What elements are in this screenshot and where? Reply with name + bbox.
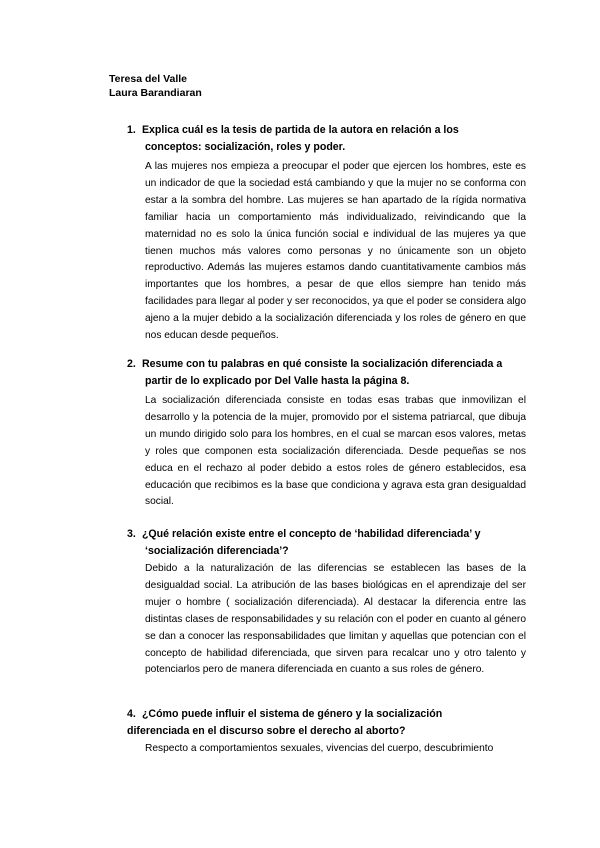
question-text: Explica cuál es la tesis de partida de la autora en relación a los [141,124,459,136]
question-2-heading [127,356,502,390]
question-number: 2. [127,358,136,370]
author-name: Laura Barandiaran [109,87,202,99]
answer-text: Respecto a comportamientos sexuales, vivencias del cuerpo, descubrimiento [145,743,494,754]
authors-block [109,72,202,100]
question-number: 1. [127,124,136,136]
question-text: ¿Qué relación existe entre el concepto de ‘habilidad diferenciada’ y [141,528,481,540]
question-text: ¿Cómo puede influir el sistema de género y la socialización [141,708,443,720]
question-3-heading [127,526,480,560]
question-text-continued: partir de lo explicado por Del Valle hasta la página 8. [145,375,410,387]
question-number: 3. [127,528,136,540]
author-name: Teresa del Valle [109,73,188,85]
answer-text: Debido a la naturalización de las diferencias se establecen las bases de la desigualdad social. La atribución de las bases biológicas en el aprendizaje del ser mujer o hombre ( socialización diferenciada). Al destacar la diferencia entre las distintas clases de responsabilidades y su relación con el poder en cuanto al género se dan a conocer las responsabilidades que limitan y aquellas que potencian con el concepto de habilidad diferenciada, que sirven para recalcar uno y otro talento y potenciarlos pero de manera diferenciada en cuanto a sus roles de género. [145,563,526,676]
question-4-heading [127,706,442,740]
answer-2 [145,393,526,511]
question-text-continued: ‘socialización diferenciada’? [145,545,289,557]
answer-text: La socialización diferenciada consiste en todas esas trabas que inmovilizan el desarrollo y la potencia de la mujer, promovido por el sistema patriarcal, que dibuja un mundo dirigido solo para los hombres, en el cual se marcan esos valores, metas y roles que componen esta socialización diferenciada. Desde pequeñas se nos educa en el rechazo al poder debido a estos roles de género establecidos, esa educación que recibimos es la base que condiciona y agrava esta gran desigualdad social. [145,395,526,508]
answer-text: A las mujeres nos empieza a preocupar el poder que ejercen los hombres, este es un indicador de que la sociedad está cambiando y que la mujer no se conforma con estar a la sombra del hombre. Las mujeres se han apartado de la rígida normativa familiar hacia un comportamiento más individualizado, reivindicando que la maternidad no es solo la única función social e individual de las mujeres ya que tienen muchos más valores como personas y no únicamente son un objeto reproductivo. Además las mujeres estamos dando cuantitativamente cambios más importantes que los hombres, a pesar de que ellos siempre han tenido más facilidades para llegar al poder y ser reconocidos, ya que el poder se considera algo ajeno a la mujer debido a la socialización diferenciada y los roles de género en que nos educan desde pequeños. [145,161,526,342]
question-number: 4. [127,708,136,720]
question-text-continued: conceptos: socialización, roles y poder. [145,141,346,153]
question-1-heading [127,122,459,156]
answer-1 [145,159,526,345]
answer-4 [145,741,526,758]
question-text-continued: diferenciada en el discurso sobre el derecho al aborto? [127,725,406,737]
question-text: Resume con tu palabras en qué consiste la socialización diferenciada a [141,358,503,370]
answer-3 [145,561,526,679]
